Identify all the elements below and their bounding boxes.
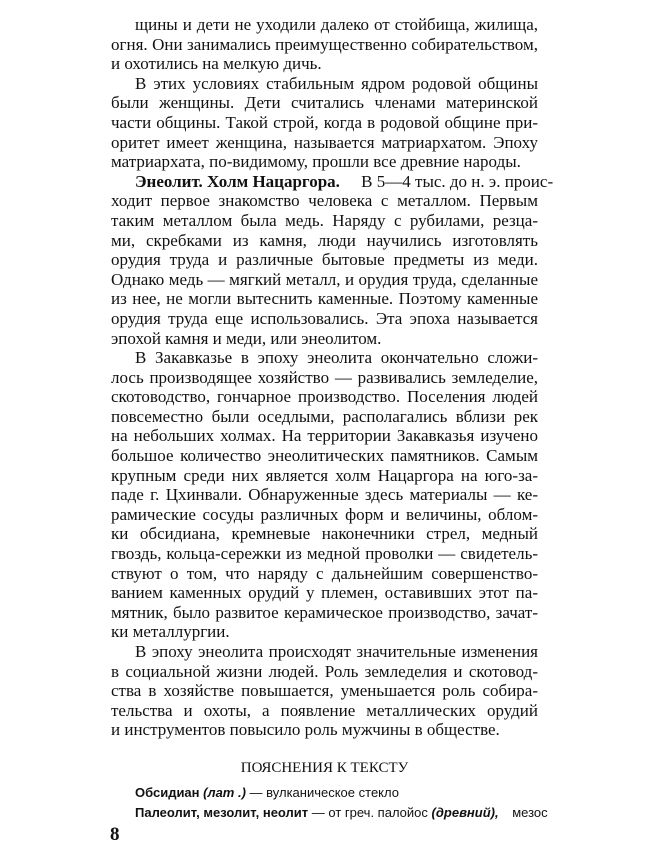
text-line: ствуют о том, что наряду с дальнейшим совершенство- bbox=[111, 563, 538, 583]
text-line: ми, скребками из камня, люди научились изготовлять bbox=[111, 230, 538, 250]
text-line: были женщины. Дети считались членами материнской bbox=[111, 93, 538, 113]
note-gloss: (древний), bbox=[431, 805, 499, 820]
text-line: орудия труда и различные бытовые предметы из меди. bbox=[111, 250, 538, 270]
text-line: В Закавказье в эпоху энеолита окончательно сложи- bbox=[135, 348, 538, 368]
text-line: ства в хозяйстве повышается, уменьшается роль собира- bbox=[111, 681, 538, 701]
text-line: гвоздь, кольца-сережки из медной проволки — свидетель- bbox=[111, 544, 538, 564]
text-line: ки обсидиана, кремневые наконечники стрел, медный bbox=[111, 524, 538, 544]
text-line: матриархата, по-видимому, прошли все древние народы. bbox=[111, 152, 521, 172]
text-line: эпохой камня и меди, или энеолитом. bbox=[111, 328, 382, 348]
text-line: рамические сосуды различных форм и величины, облом- bbox=[111, 504, 538, 524]
text-line: щины и дети не уходили далеко от стойбища, жилища, bbox=[135, 15, 538, 34]
text-line: Однако медь — мягкий металл, и орудия труда, сделанные bbox=[111, 269, 538, 289]
notes-heading: ПОЯСНЕНИЯ К ТЕКСТУ bbox=[240, 760, 409, 776]
paragraph bbox=[111, 15, 538, 74]
text-line: в социальной жизни людей. Роль земледелия и скотовод- bbox=[111, 661, 538, 681]
paragraph bbox=[111, 74, 538, 172]
text-line: оритет имеет женщина, называется матриархатом. Эпоху bbox=[111, 132, 538, 152]
note-text-cont: мезос bbox=[512, 805, 548, 820]
text-line: крупным среди них является холм Нацаргора на юго-за- bbox=[111, 465, 538, 485]
text-line: ки металлургии. bbox=[111, 622, 230, 642]
text-line-content: В 5—4 тыс. до н. э. проис- bbox=[361, 171, 554, 191]
text-line: мятник, было развитое керамическое производство, зачат- bbox=[111, 602, 538, 622]
text-line: тельства и охоты, а появление металлических орудий bbox=[111, 700, 538, 720]
text-line: В эпоху энеолита происходят значительные изменения bbox=[135, 642, 538, 661]
text-line: из нее, не могли вытеснить каменные. Поэтому каменные bbox=[111, 289, 538, 309]
note-term: Обсидиан bbox=[135, 785, 200, 800]
text-line: на небольших холмах. На территории Закавказья изучено bbox=[111, 426, 538, 446]
section-heading: Энеолит. Холм Нацаргора. bbox=[135, 171, 340, 191]
text-line: скотоводство, гончарное производство. Поселения людей bbox=[111, 387, 538, 407]
paragraph bbox=[111, 171, 554, 348]
text-line: паде г. Цхинвали. Обнаруженные здесь материалы — ке- bbox=[111, 485, 538, 505]
text-line: большое количество энеолитических памятников. Самым bbox=[111, 446, 538, 466]
text-line: и инструментов повысило роль мужчины в обществе. bbox=[111, 720, 500, 740]
text-line: орудия труда еще использовались. Эта эпоха называется bbox=[111, 308, 538, 328]
text-line: огня. Они занимались преимущественно собирательством, bbox=[111, 34, 538, 54]
note-text: — от греч. палойос bbox=[311, 805, 428, 820]
paragraph bbox=[111, 642, 538, 740]
text-line: таким металлом была медь. Наряду с рубилами, резца- bbox=[111, 210, 538, 230]
text-line: В этих условиях стабильным ядром родовой общины bbox=[135, 73, 538, 93]
text-line: повсеместно были оседлыми, располагались вблизи рек bbox=[111, 406, 538, 426]
text-line: лось производящее хозяйство — развивались земледелие, bbox=[111, 367, 538, 387]
text-line: ванием каменных орудий у племен, оставивших этот па- bbox=[111, 583, 538, 603]
page-number: 8 bbox=[110, 824, 120, 845]
text-line: части общины. Такой строй, когда в родовой общине при- bbox=[111, 112, 538, 132]
text-line: ходит первое знакомство человека с металлом. Первым bbox=[111, 191, 538, 211]
text-line bbox=[111, 171, 554, 192]
body-text bbox=[111, 15, 554, 740]
note-text: — вулканическое стекло bbox=[249, 785, 399, 800]
note-lang: (лат .) bbox=[203, 785, 246, 800]
note-term: Палеолит, мезолит, неолит bbox=[135, 805, 309, 820]
paragraph bbox=[111, 348, 538, 642]
note-paleolith bbox=[135, 805, 548, 820]
note-obsidian bbox=[135, 785, 399, 800]
text-line: и охотились на мелкую дичь. bbox=[111, 54, 322, 74]
